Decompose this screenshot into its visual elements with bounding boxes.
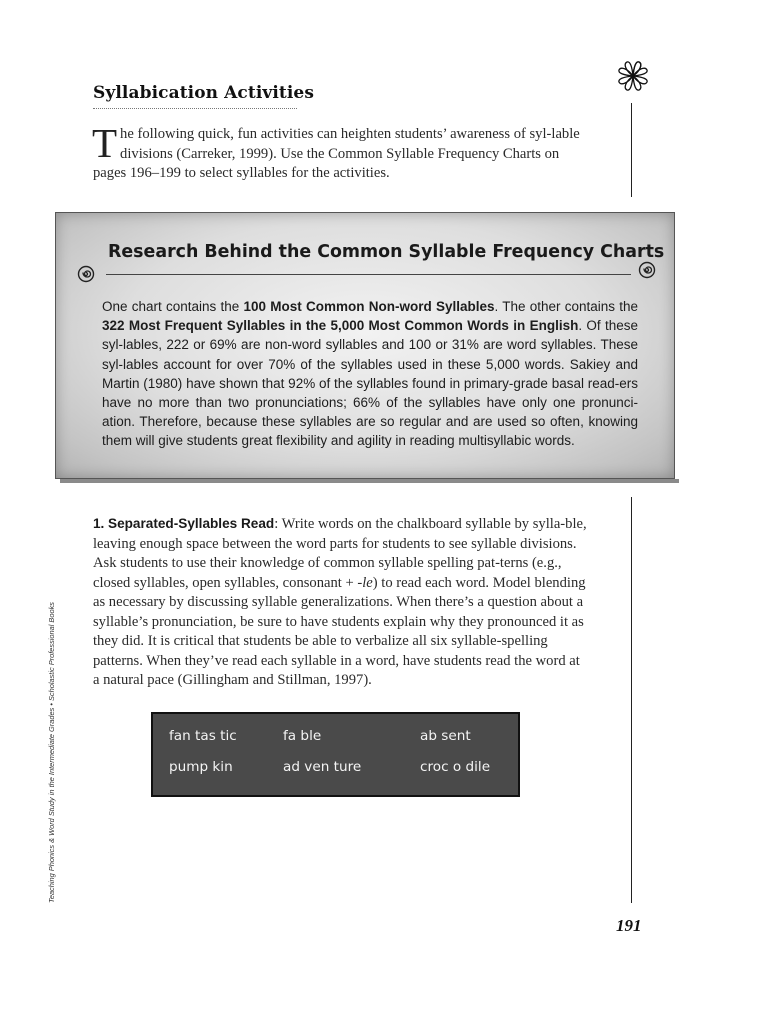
margin-rule-bottom: [631, 497, 632, 903]
spiral-icon: [638, 261, 656, 279]
research-text: . The other contains the: [494, 299, 638, 314]
example-words-box: [151, 712, 520, 797]
intro-paragraph: [92, 120, 588, 184]
research-title: Research Behind the Common Syllable Frequency Charts: [108, 242, 665, 262]
example-word: croc o dile: [420, 759, 491, 775]
research-paragraph: [102, 297, 638, 451]
title-dotted-rule: [93, 108, 297, 109]
research-bold-text: 100 Most Common Non-word Syllables: [243, 299, 495, 314]
activity-number: 1.: [93, 516, 105, 531]
activity-label: Separated-Syllables Read: [108, 516, 275, 531]
example-word: fa ble: [283, 728, 322, 744]
research-title-rule: [106, 274, 631, 275]
research-sidebar-box: [55, 212, 675, 479]
example-word: fan tas tic: [169, 728, 237, 744]
activity-text: : Write words on the chalkboard syllable by sylla-ble, leaving enough space between the word parts for students to see syllable divisions. Ask students to use their knowledge of common syllable spelling pat-terns (e.g., closed syllables, open syllables, consonant +: [93, 516, 587, 591]
example-word: ab sent: [420, 728, 471, 744]
book-credit-side-text: Teaching Phonics & Word Study in the Intermediate Grades • Scholastic Professional Books: [47, 602, 56, 903]
activity-1-paragraph: [93, 514, 588, 691]
four-petal-flower-ornament-icon: [617, 60, 649, 92]
research-bold-text: 322 Most Frequent Syllables in the 5,000 Most Common Words in English: [102, 318, 579, 334]
page-number: 191: [616, 916, 642, 935]
margin-rule-top: [631, 103, 632, 197]
research-text: One chart contains the: [102, 299, 244, 314]
activity-le-suffix: -le: [357, 574, 373, 591]
drop-cap: T: [92, 120, 118, 166]
example-word: pump kin: [169, 759, 233, 775]
example-word: ad ven ture: [283, 759, 362, 775]
activity-text: ) to read each word. Model blending as necessary by discussing syllable generalizations. When there’s a question about a syllable’s pronunciation, be sure to have students explain why they pronounced it as they did. It is critical that students be able to verbalize all six syllable-spelling patterns. When they’ve read each syllable in a word, have students read the word at a natural pace (Gillingham and Stillman, 1997).: [93, 574, 586, 688]
spiral-icon: [77, 265, 95, 283]
research-text: . Of these syl-lables, 222 or 69% are non-word syllables and 100 or 31% are word syllables. These syl-lables account for over 70% of the syllables used in these 5,000 words. Sakiey and Martin (1980) have shown that 92% of the syllables found in primary-grade basal read-ers have no more than two pronunciations; 66% of the syllables have only one pronunci-ation. Therefore, because these syllables are so regular and are used so often, knowing them will give students great flexibility and agility in reading multisyllabic words.: [102, 318, 638, 449]
page-title: Syllabication Activities: [93, 83, 315, 103]
intro-text: he following quick, fun activities can heighten students’ awareness of syl-lable divisions (Carreker, 1999). Use the Common Syllable Frequency Charts on pages 196–199 to select syllables for the activities.: [93, 126, 580, 181]
